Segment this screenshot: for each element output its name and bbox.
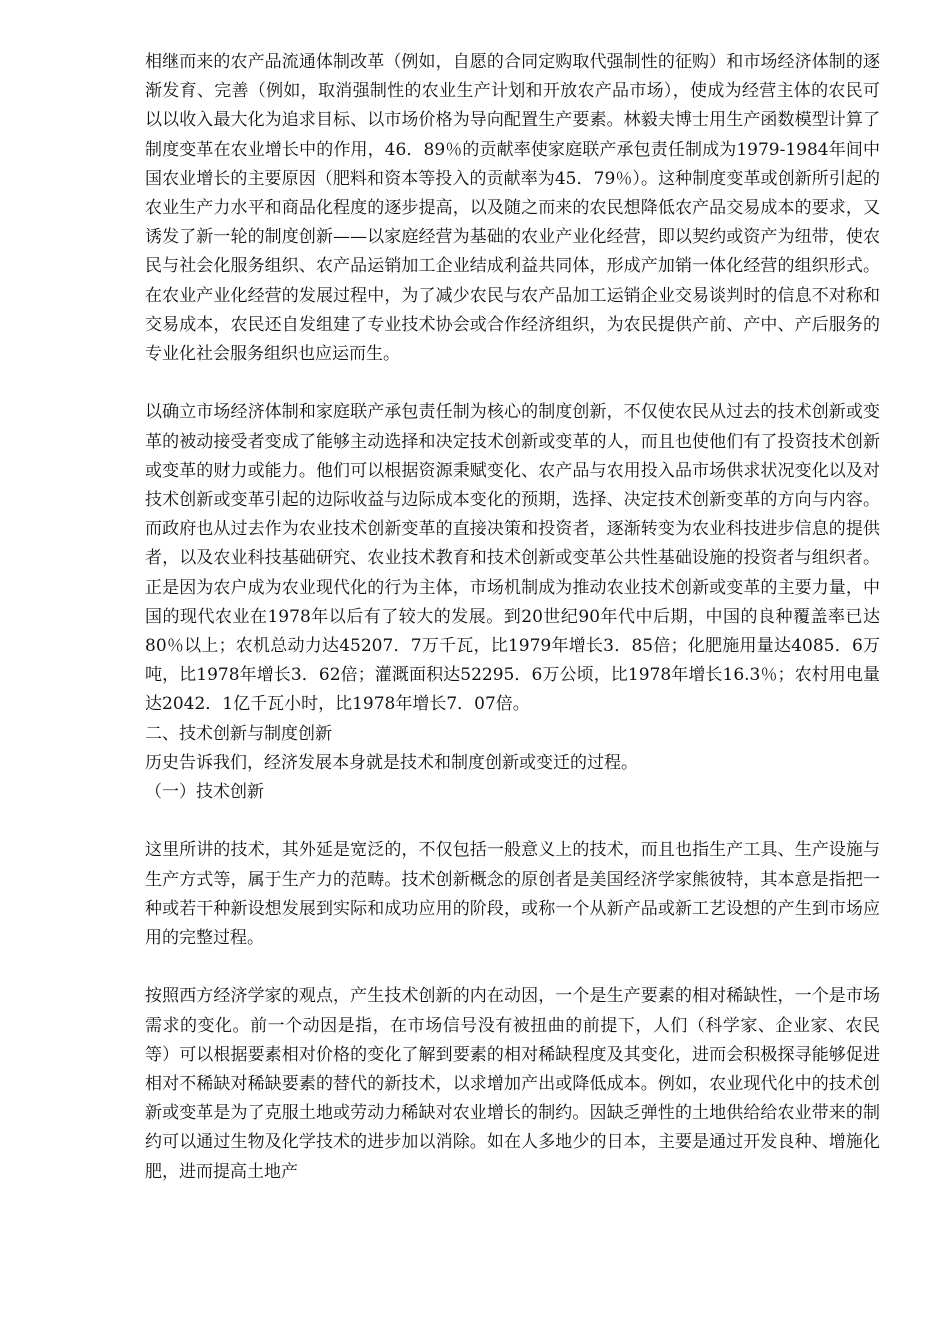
paragraph-innovation-drivers: 按照西方经济学家的观点，产生技术创新的内在动因，一个是生产要素的相对稀缺性，一个是市场需求的变化。前一个动因是指，在市场信号没有被扭曲的前提下，人们（科学家、企业家、农民等）可以根据要素相对价格的变化了解到要素的相对稀缺程度及其变化，进而会积极探寻能够促进相对不稀缺对稀缺要素的替代的新技术，以求增加产出或降低成本。例如，农业现代化中的技术创新或变革是为了克服土地或劳动力稀缺对农业增长的制约。因缺乏弹性的土地供给给农业带来的制约可以通过生物及化学技术的进步加以消除。如在人多地少的日本，主要是通过开发良种、增施化肥，进而提高土地产: [145, 986, 880, 1182]
paragraph-institutional-reform: 相继而来的农产品流通体制改革（例如，自愿的合同定购取代强制性的征购）和市场经济体制的逐渐发育、完善（例如，取消强制性的农业生产计划和开放农产品市场），使成为经营主体的农民可以以收入最大化为追求目标、以市场价格为导向配置生产要素。林毅夫博士用生产函数模型计算了制度变革在农业增长中的作用，46．89％的贡献率使家庭联产承包责任制成为1979-1984年间中国农业增长的主要原因（肥料和资本等投入的贡献率为45．79％）。这种制度变革或创新所引起的农业生产力水平和商品化程度的逐步提高，以及随之而来的农民想降低农产品交易成本的要求，又诱发了新一轮的制度创新——以家庭经营为基础的农业产业化经营，即以契约或资产为纽带，使农民与社会化服务组织、农产品运销加工企业结成利益共同体，形成产加销一体化经营的组织形式。在农业产业化经营的发展过程中，为了减少农民与农产品加工运销企业交易谈判时的信息不对称和交易成本，农民还自发组建了专业技术协会或合作经济组织，为农民提供产前、产中、产后服务的专业化社会服务组织也应运而生。: [145, 52, 880, 365]
paragraph-market-system-innovation: 以确立市场经济体制和家庭联产承包责任制为核心的制度创新，不仅使农民从过去的技术创新或变革的被动接受者变成了能够主动选择和决定技术创新或变革的人，而且也使他们有了投资技术创新或变革的财力或能力。他们可以根据资源秉赋变化、农产品与农用投入品市场供求状况变化以及对技术创新或变革引起的边际收益与边际成本变化的预期，选择、决定技术创新变革的方向与内容。而政府也从过去作为农业技术创新变革的直接决策和投资者，逐渐转变为农业科技进步信息的提供者，以及农业科技基础研究、农业技术教育和技术创新或变革公共性基础设施的投资者与组织者。正是因为农户成为农业现代化的行为主体，市场机制成为推动农业技术创新或变革的主要力量，中国的现代农业在1978年以后有了较大的发展。到20世纪90年代中后期，中国的良种覆盖率已达80％以上；农机总动力达45207．7万千瓦，比1979年增长3．85倍；化肥施用量达4085．6万吨，比1978年增长3．62倍；灌溉面积达52295．6万公顷，比1978年增长16.3％；农村用电量达2042．1亿千瓦小时，比1978年增长7．07倍。: [145, 402, 880, 715]
paragraph-spacer: [145, 807, 880, 836]
paragraph-spacer: [145, 369, 880, 398]
paragraph-technology-definition: 这里所讲的技术，其外延是宽泛的，不仅包括一般意义上的技术，而且也指生产工具、生产设施与生产方式等，属于生产力的范畴。技术创新概念的原创者是美国经济学家熊彼特，其本意是指把一种或若干种新设想发展到实际和成功应用的阶段，或称一个从新产品或新工艺设想的产生到市场应用的完整过程。: [145, 840, 880, 949]
subsection-heading: （一）技术创新: [145, 782, 264, 803]
section-heading: 二、技术创新与制度创新: [145, 723, 332, 744]
paragraph-history-note: 历史告诉我们，经济发展本身就是技术和制度创新或变迁的过程。: [145, 752, 638, 773]
paragraph-spacer: [145, 953, 880, 982]
document-body: [145, 48, 880, 1187]
